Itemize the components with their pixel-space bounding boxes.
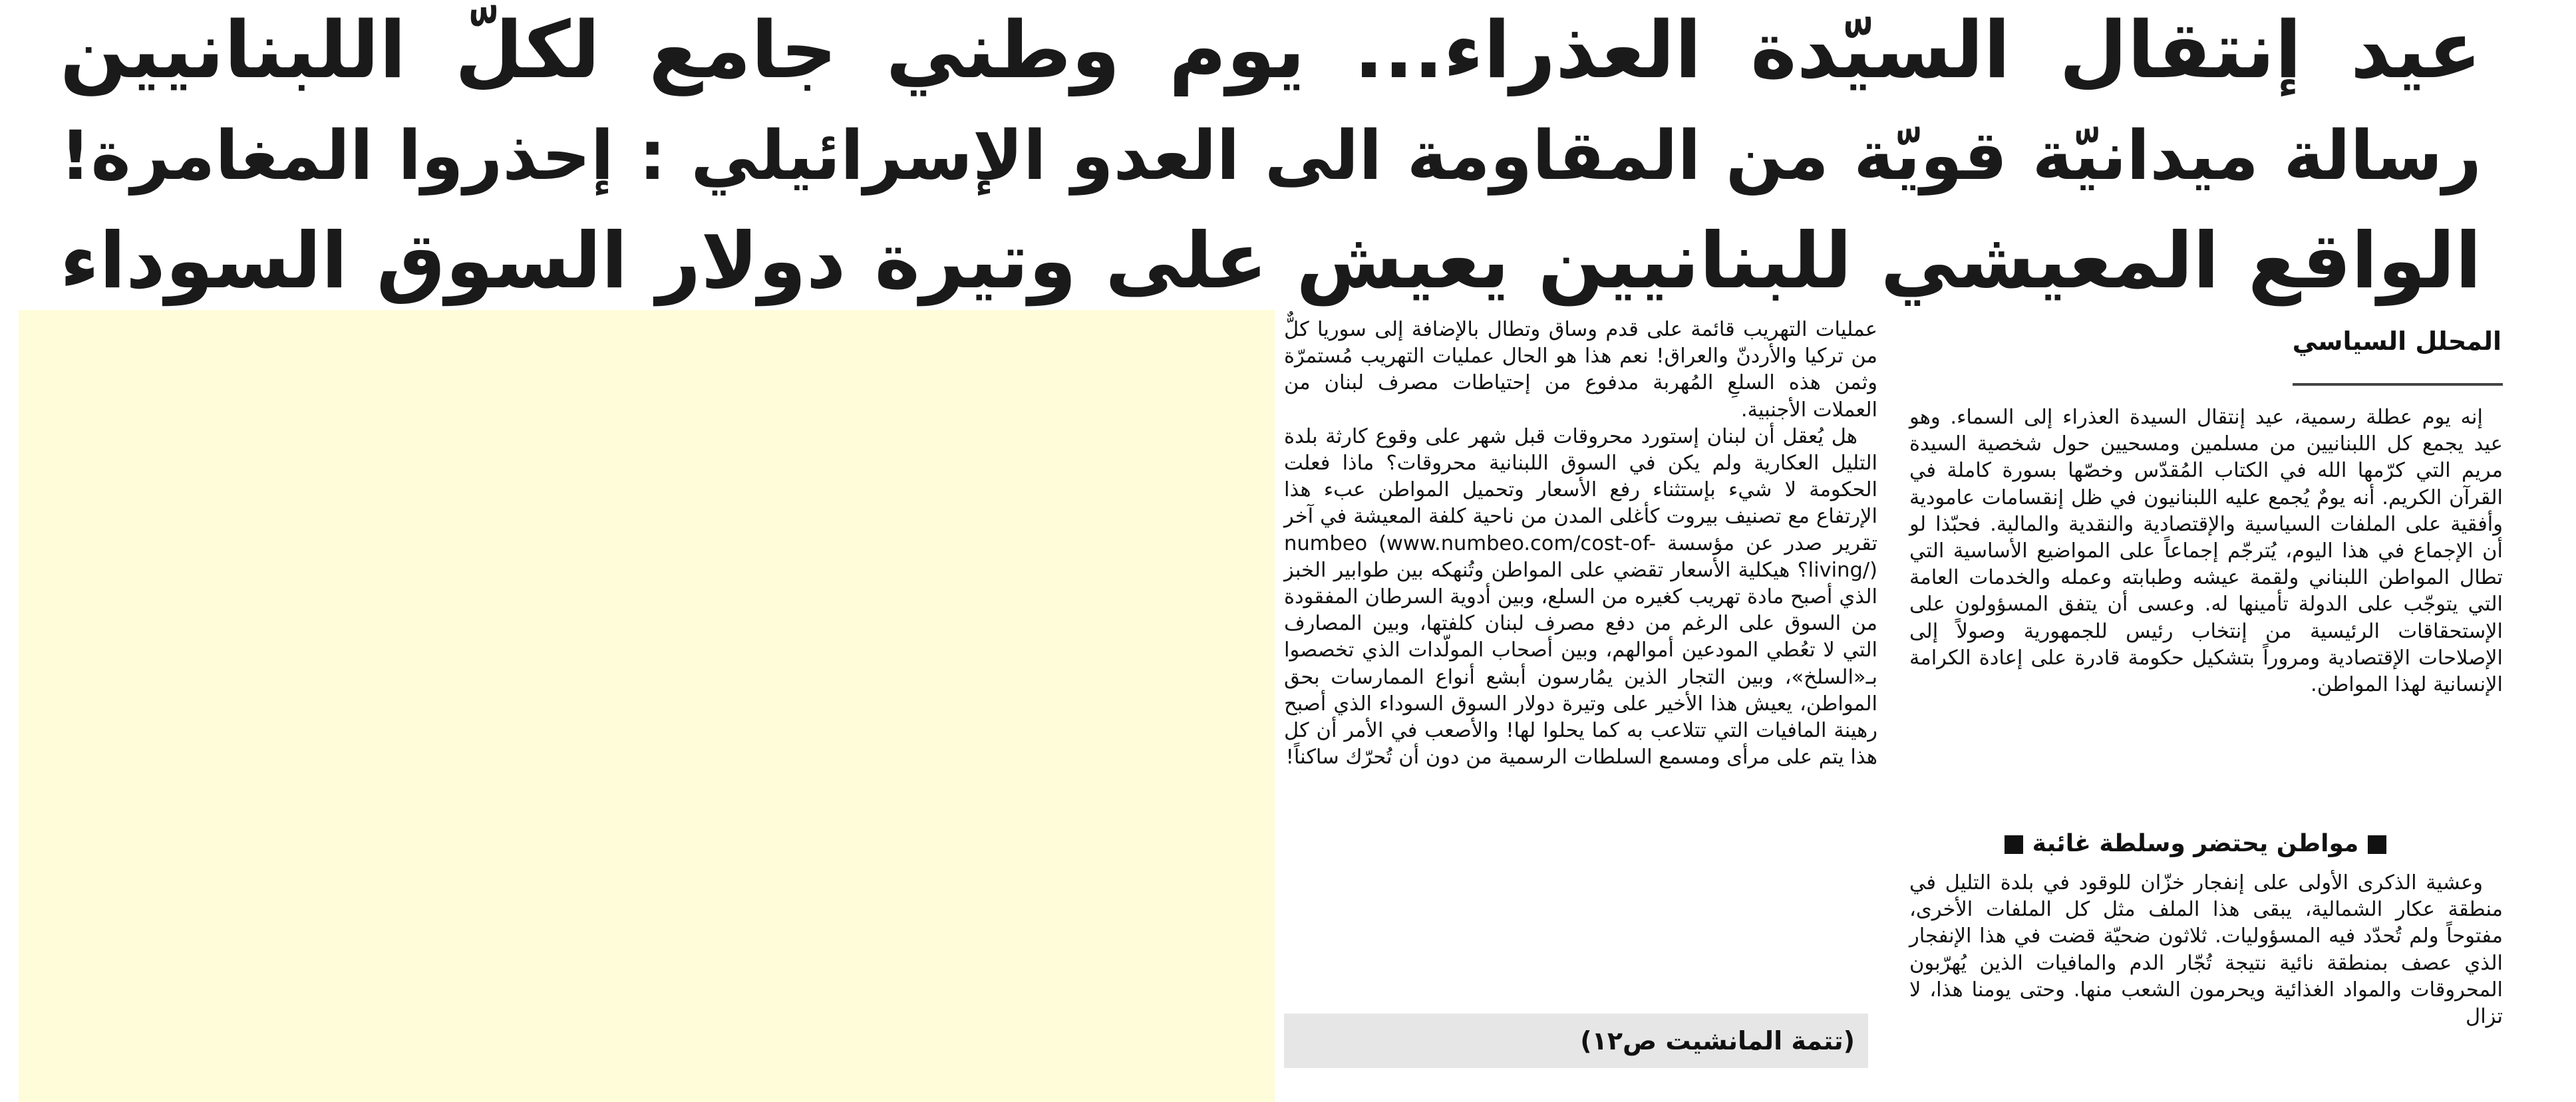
subhead	[1909, 827, 2482, 861]
headline-2: رسالة ميدانيّة قويّة من المقاومة الى العدو الإسرائيلي : إحذروا المغامرة!	[60, 116, 2482, 196]
yellow-ad-block	[19, 310, 1275, 1102]
middle-column	[1284, 317, 1877, 771]
square-bullet-icon	[2005, 835, 2023, 854]
square-bullet-icon	[2368, 835, 2386, 854]
byline: المحلل السياسي	[2292, 327, 2501, 356]
right-paragraph-2: وعشية الذكرى الأولى على إنفجار خزّان للوقود في بلدة التليل في منطقة عكار الشمالية، يبقى هذا الملف مثل كل الملفات الأخرى، مفتوحاً ولم تُحدّد فيه المسؤوليات. ثلاثون ضحيّة قضت في هذا الإنفجار الذي عصف بمنطقة نائية نتيجة تُجّار الدم والمافيات الذين يُهرّبون المحروقات والمواد الغذائية ويحرمون الشعب منها. وحتى يومنا هذا، لا تزال	[1909, 871, 2503, 1029]
right-column	[1909, 404, 2503, 698]
right-column-continued	[1909, 870, 2503, 1030]
middle-paragraph-1: عمليات التهريب قائمة على قدم وساق وتطال بالإضافة إلى سوريا كلٌّ من تركيا والأردنّ والعراق! نعم هذا هو الحال عمليات التهريب مُستمرّة وثمن هذه السلعِ المُهربة مدفوع من إحتياطات مصرف لبنان من العملات الأجنبية.	[1284, 318, 1877, 422]
headline-3: الواقع المعيشي للبنانيين يعيش على وتيرة دولار السوق السوداء	[60, 216, 2482, 306]
byline-rule	[2293, 383, 2503, 386]
continued-box: (تتمة المانشيت ص١٢)	[1284, 1014, 1868, 1068]
right-paragraph-1: إنه يوم عطلة رسمية، عيد إنتقال السيدة العذراء إلى السماء. وهو عيد يجمع كل اللبنانيين من مسلمين ومسحيين حول شخصية السيدة مريم التي كرّمها الله في الكتاب المُقدّس وخصّها بسورة كاملة في القرآن الكريم. أنه يومٌ يُجمع عليه اللبنانيون في ظل إنقسامات عامودية وأفقية على الملفات السياسية والإقتصادية والنقدية والمالية. فحبّذا لو أن الإجماع في هذا اليوم، يُترجّم إجماعاً على المواضيع الأساسية التي تطال المواطن اللبناني ولقمة عيشه وطبابته وعمله والخدمات العامة التي يتوجّب على الدولة تأمينها له. وعسى أن يتفق المسؤولون على الإستحقاقات الرئيسية من إنتخاب رئيس للجمهورية وصولاً إلى الإصلاحات الإقتصادية ومروراً بتشكيل حكومة قادرة على إعادة الكرامة الإنسانية لهذا المواطن.	[1909, 406, 2503, 697]
middle-paragraph-2: هل يُعقل أن لبنان إستورد محروقات قبل شهر على وقوع كارثة بلدة التليل العكارية ولم يكن في السوق اللبنانية محروقات؟ ماذا فعلت الحكومة لا شيء بإستثناء رفع الأسعار وتحميل المواطن عبء هذا الإرتفاع مع تصنيف بيروت كأغلى المدن من ناحية كلفة المعيشة في آخر تقرير صدر عن مؤسسة numbeo (www.numbeo.com/cost-of-living/)؟ هيكلية الأسعار تقضي على المواطن وتُنهكه بين طوابير الخبز الذي أصبح مادة تهريب كغيره من السلع، وبين أدوية السرطان المفقودة من السوق على الرغم من دفع مصرف لبنان كلفتها، وبين المصارف التي لا تعُطي المودعين أموالهم، وبين أصحاب المولّدات الذي تخصصوا بـ«السلخ»، وبين التجار الذين يمُارسون أبشع أنواع الممارسات بحق المواطن، يعيش هذا الأخير على وتيرة دولار السوق السوداء الذي أصبح رهينة المافيات التي تتلاعب به كما يحلوا لها! والأصعب في الأمر أن كل هذا يتم على مرأى ومسمع السلطات الرسمية من دون أن تُحرّك ساكناً!	[1284, 424, 1877, 769]
subhead-text: مواطن يحتضر وسلطة غائبة	[2032, 830, 2359, 857]
headline-1: عيد إنتقال السيّدة العذراء... يوم وطني جامع لكلّ اللبنانيين	[60, 4, 2482, 96]
